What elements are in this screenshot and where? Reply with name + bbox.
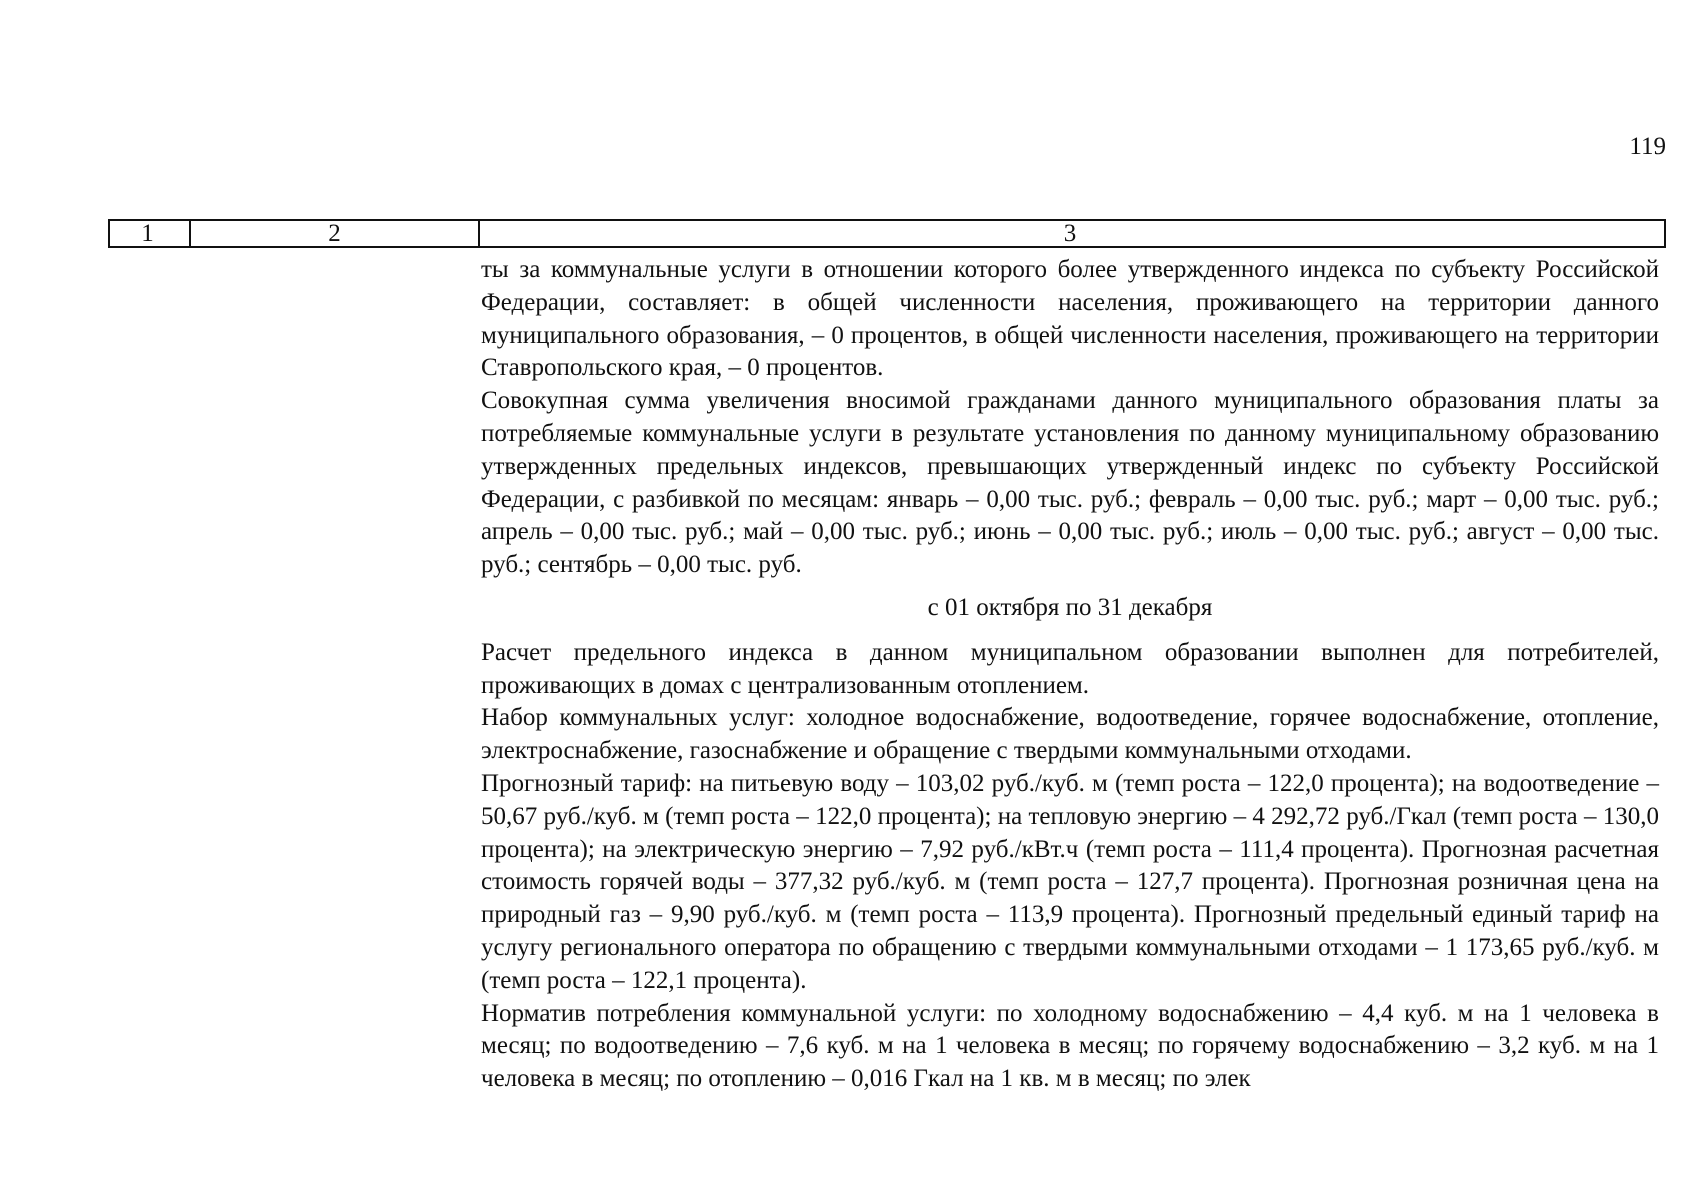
paragraph-forecast-tariff: Прогнозный тариф: на питьевую воду – 103,02 руб./куб. м (темп роста – 122,0 процента); на водоотведение – 50,67 руб./куб. м (темп роста – 122,0 процента); на тепловую энергию – 4 292,72 руб./Гкал (темп роста – 130,0 процента); на электрическую энергию – 7,92 руб./кВт.ч (темп роста – 111,4 процента). Прогнозная расчетная стоимость горячей воды – 377,32 руб./куб. м (темп роста – 127,7 процента). Прогнозная розничная цена на природный газ – 9,90 руб./куб. м (темп роста – 113,9 процента). Прогнозный предельный единый тариф на услугу регионального оператора по обращению с твердыми коммунальными отходами – 1 173,65 руб./куб. м (темп роста – 122,1 процента). [481, 769, 1659, 994]
column-header-1: 1 [141, 220, 154, 247]
paragraph-services-set: Набор коммунальных услуг: холодное водоснабжение, водоотведение, горячее водоснабжение, отопление, электроснабжение, газоснабжение и обращение с твердыми коммунальными отходами. [481, 704, 1659, 765]
paragraph-continuation: ты за коммунальные услуги в отношении которого более утвержденного индекса по субъекту Российской Федерации, составляет: в общей численности населения, проживающего на территории данного муниципального образования, – 0 процентов, в общей численности населения, проживающего на территории Ставропольского края, – 0 процентов. [481, 256, 1659, 382]
paragraph-consumption-norm: Норматив потребления коммунальной услуги: по холодному водоснабжению – 4,4 куб. м на 1 человека в месяц; по водоотведению – 7,6 куб. м на 1 человека в месяц; по горячему водоснабжению – 3,2 куб. м на 1 человека в месяц; по отоплению – 0,016 Гкал на 1 кв. м в месяц; по элек [481, 999, 1659, 1093]
paragraph-total-increase: Совокупная сумма увеличения вносимой гражданами данного муниципального образования платы за потребляемые коммунальные услуги в результате установления по данному муниципальному образованию утвержденных предельных индексов, превышающих утвержденный индекс по субъекту Российской Федерации, с разбивкой по месяцам: январь – 0,00 тыс. руб.; февраль – 0,00 тыс. руб.; март – 0,00 тыс. руб.; апрель – 0,00 тыс. руб.; май – 0,00 тыс. руб.; июнь – 0,00 тыс. руб.; июль – 0,00 тыс. руб.; август – 0,00 тыс. руб.; сентябрь – 0,00 тыс. руб. [481, 387, 1659, 579]
column-header-row [108, 219, 1666, 248]
paragraph-calculation: Расчет предельного индекса в данном муниципальном образовании выполнен для потребителей, проживающих в домах с централизованным отоплением. [481, 638, 1659, 699]
period-heading: с 01 октября по 31 декабря [927, 593, 1213, 621]
column-header-2: 2 [189, 221, 480, 246]
column-header-3: 3 [1063, 220, 1077, 247]
document-body [481, 254, 1659, 1096]
page-number: 119 [1629, 133, 1666, 160]
